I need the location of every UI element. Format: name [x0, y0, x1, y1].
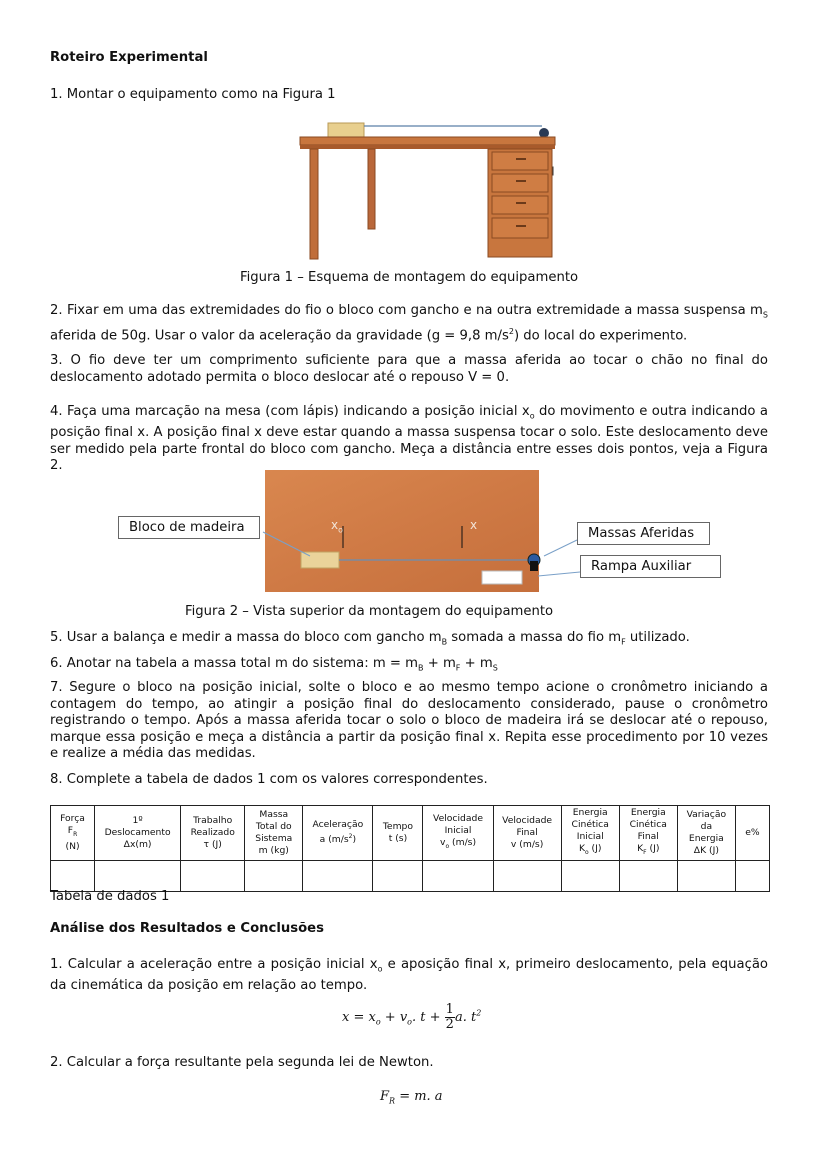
- header-forca: Força $F_R$ (N): [51, 806, 95, 861]
- table-cell[interactable]: [95, 860, 181, 891]
- table-cell[interactable]: [181, 860, 245, 891]
- table-cell[interactable]: [373, 860, 423, 891]
- header-tempo: Tempo t (s): [373, 806, 423, 861]
- table-cell[interactable]: [303, 860, 373, 891]
- header-aceleracao: Aceleração a $(m/s^2)$: [303, 806, 373, 861]
- table-header-row: [51, 806, 770, 861]
- figure-1-desk-illustration: [280, 114, 610, 264]
- step-6: 6. Anotar na tabela a massa total m do sistema: $m = m_B + m_F + m_S$: [50, 656, 498, 673]
- header-erro: e%: [735, 806, 769, 861]
- desk-leg: [310, 149, 318, 259]
- ramp-icon: [482, 571, 522, 584]
- pulley-top-icon: [530, 561, 538, 571]
- header-velocidade-inicial: Velocidade Inicial $v_o$ (m/s): [423, 806, 493, 861]
- data-table-1: [50, 805, 770, 892]
- step-3: 3. O fio deve ter um comprimento suficiente para que a massa aferida ao tocar o chão no final do deslocamento adotado permita o bloco deslocar até o repouso V = 0.: [50, 353, 768, 385]
- table-cell[interactable]: [245, 860, 303, 891]
- desk-leg: [368, 149, 375, 229]
- step-1: 1. Montar o equipamento como na Figura 1: [50, 87, 336, 102]
- table-row: [51, 860, 770, 891]
- table-cell[interactable]: [493, 860, 561, 891]
- label-x0: $x_o$: [331, 518, 344, 535]
- header-variacao-energia: Variação da Energia ΔK (J): [677, 806, 735, 861]
- step-8: 8. Complete a tabela de dados 1 com os valores correspondentes.: [50, 772, 488, 787]
- equation-kinematics: $x = x_o + v_o$. t + $\frac{1}{2}$ a. $t^2$: [342, 1002, 482, 1032]
- step-2: 2. Fixar em uma das extremidades do fio o bloco com gancho e na outra extremidade a massa suspensa $m_S$ aferida de 50g. Usar o valor da aceleração da gravidade (g = 9,8 $m/s^2$) do local do experimento.: [50, 303, 768, 344]
- callout-block: Bloco de madeira: [118, 516, 260, 539]
- figure-2-top-view: [50, 468, 768, 596]
- table-cell[interactable]: [619, 860, 677, 891]
- header-velocidade-final: Velocidade Final v (m/s): [493, 806, 561, 861]
- header-trabalho: Trabalho Realizado τ (J): [181, 806, 245, 861]
- table-cell[interactable]: [735, 860, 769, 891]
- table-cell[interactable]: [51, 860, 95, 891]
- equation-newton: $F_R = m$. a: [380, 1089, 443, 1106]
- table-caption: Tabela de dados 1: [50, 889, 170, 904]
- callout-masses: Massas Aferidas: [577, 522, 710, 545]
- analysis-item-2: 2. Calcular a força resultante pela segunda lei de Newton.: [50, 1055, 434, 1070]
- header-energia-inicial: Energia Cinética Inicial $K_o$ (J): [561, 806, 619, 861]
- header-massa: Massa Total do Sistema m (kg): [245, 806, 303, 861]
- label-x: x: [470, 518, 478, 532]
- figure-2-caption: Figura 2 – Vista superior da montagem do equipamento: [185, 604, 554, 619]
- figure-1-caption: Figura 1 – Esquema de montagem do equipamento: [239, 270, 579, 285]
- desk-top: [300, 137, 555, 145]
- wood-block-icon: [328, 123, 364, 137]
- header-deslocamento: 1º Deslocamento Δx(m): [95, 806, 181, 861]
- section-heading: Roteiro Experimental: [50, 50, 208, 65]
- callout-line-masses: [544, 540, 577, 556]
- table-cell[interactable]: [677, 860, 735, 891]
- header-energia-final: Energia Cinética Final $K_F$ (J): [619, 806, 677, 861]
- step-4: 4. Faça uma marcação na mesa (com lápis) indicando a posição inicial $x_o$ do movimento e outra indicando a posição final x. A posição final x deve estar quando a massa suspensa tocar o solo. Este deslocamento deve ser medido pela parte frontal do bloco com gancho. Meça a distância entre esses dois pontos, veja a Figura 2.: [50, 404, 768, 474]
- analysis-item-1: 1. Calcular a aceleração entre a posição inicial $x_o$ e aposição final x, primeiro deslocamento, pela equação da cinemática da posição em relação ao tempo.: [50, 957, 768, 994]
- callout-ramp: Rampa Auxiliar: [580, 555, 721, 578]
- callout-line-ramp: [538, 572, 580, 576]
- step-7: 7. Segure o bloco na posição inicial, solte o bloco e ao mesmo tempo acione o cronômetro iniciando a contagem do tempo, ao atingir a posição final do deslocamento considerado, pause o cronômetro registrando o tempo. Após a massa aferida tocar o solo o bloco de madeira irá se deslocar até o repouso, marque essa posição e meça a distância a partir da posição final x. Repita esse procedimento por 10 vezes e realize a média das medidas.: [50, 680, 768, 761]
- table-cell[interactable]: [423, 860, 493, 891]
- analysis-heading: Análise dos Resultados e Conclusões: [50, 921, 324, 936]
- step-5: 5. Usar a balança e medir a massa do bloco com gancho $m_B$ somada a massa do fio $m_F$ utilizado.: [50, 630, 690, 647]
- table-cell[interactable]: [561, 860, 619, 891]
